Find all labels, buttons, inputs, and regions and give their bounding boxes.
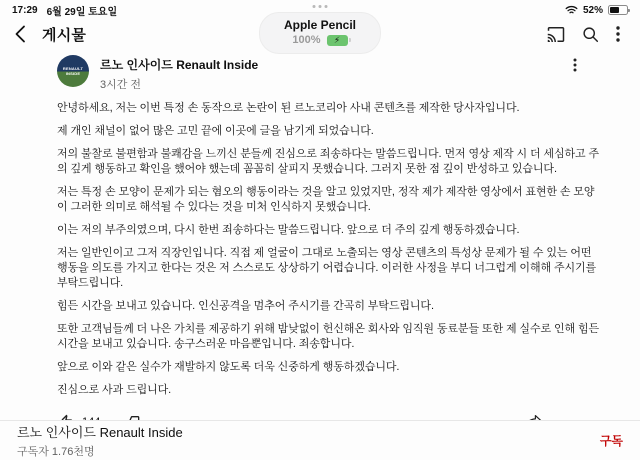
- post-header: [57, 55, 603, 92]
- cast-icon[interactable]: [547, 27, 565, 42]
- subscriber-count: 구독자 1.76천명: [17, 446, 95, 458]
- multitask-dots-icon: [313, 5, 328, 8]
- lightning-bolt-icon: ⚡: [333, 34, 341, 45]
- post-paragraph: 앞으로 이와 같은 실수가 재발하지 않도록 더욱 신중하게 행동하겠습니다.: [57, 361, 400, 373]
- community-post: [57, 55, 603, 432]
- post-paragraph: 저의 불찰로 불편함과 불쾌감을 느끼신 분들께 진심으로 죄송하다는 말씀드립니다. 먼저 영상 제작 시 더 세심하고 주의 깊게 행동하고 확인을 했어야 했는데 꼼꼼히 살피지 못했습니다. 그러지 못한 점 깊이 반성하고 있습니다.: [57, 148, 600, 175]
- apple-pencil-percent: 100%: [292, 34, 321, 46]
- channel-meta: [100, 55, 258, 92]
- back-button[interactable]: [14, 25, 27, 43]
- battery-percent-label: 52%: [582, 4, 603, 16]
- nav-icons: [547, 26, 620, 43]
- post-paragraph: 진심으로 사과 드립니다.: [57, 384, 172, 396]
- post-paragraph: 또한 고객님들께 더 나은 가치를 제공하기 위해 밤낮없이 헌신해온 회사와 임직원 동료분들 또한 제 실수로 인해 힘든 시간을 보내고 있습니다. 송구스러운 마음뿐입니다. 죄송합니다.: [57, 323, 600, 350]
- wifi-icon: [565, 5, 578, 15]
- page-title: 게시물: [42, 26, 87, 44]
- apple-pencil-status: [284, 34, 356, 46]
- subscribe-button[interactable]: 구독: [599, 434, 623, 448]
- status-date: 6월 29일 토요일: [46, 6, 118, 18]
- post-timestamp: 3시간 전: [100, 79, 142, 91]
- status-right: [565, 5, 628, 16]
- status-left: [12, 3, 117, 18]
- clock: 17:29: [12, 4, 38, 16]
- more-menu-icon[interactable]: [616, 26, 620, 42]
- avatar-logo-text-bottom: INSIDE: [65, 71, 81, 76]
- battery-icon: [608, 5, 628, 15]
- post-paragraph: 저는 특정 손 모양이 문제가 되는 혐오의 행동이라는 것을 알고 있었지만, 정작 제가 제작한 영상에서 표현한 손 모양이 그러한 의미로 해석될 수 있다는 것을 미처 인식하지 못했습니다.: [57, 186, 595, 213]
- apple-pencil-title: Apple Pencil: [283, 18, 357, 32]
- charging-battery-icon: [327, 35, 348, 46]
- search-icon[interactable]: [582, 26, 599, 43]
- post-options-icon[interactable]: [573, 58, 577, 72]
- channel-avatar[interactable]: [57, 55, 89, 87]
- post-paragraph: 힘든 시간을 보내고 있습니다. 인신공격을 멈추어 주시기를 간곡히 부탁드립니다.: [57, 300, 434, 312]
- apple-pencil-banner[interactable]: [259, 12, 381, 54]
- channel-bar-name[interactable]: 르노 인사이드 Renault Inside: [17, 425, 183, 440]
- post-paragraph: 안녕하세요, 저는 이번 특정 손 동작으로 논란이 된 르노코리아 사내 콘텐츠를 제작한 당사자입니다.: [57, 102, 520, 114]
- channel-bar-meta: [17, 422, 183, 459]
- channel-name[interactable]: 르노 인사이드 Renault Inside: [100, 58, 259, 72]
- post-paragraph: 이는 저의 부주의였으며, 다시 한번 죄송하다는 말씀드립니다. 앞으로 더 주의 깊게 행동하겠습니다.: [57, 224, 520, 236]
- post-paragraph: 저는 일반인이고 그저 직장인입니다. 직접 제 얼굴이 그대로 노출되는 영상 콘텐츠의 특성상 문제가 될 수 있는 어떤 행동을 의도를 가지고 한다는 것은 저 스스로도 상상하기 어렵습니다. 이러한 사정을 부디 너그럽게 이해해 주시기를 부탁드립니다.: [57, 247, 597, 289]
- post-body: [57, 101, 603, 398]
- avatar-logo-text-top: RENAULT: [62, 66, 84, 71]
- post-paragraph: 제 개인 채널이 없어 많은 고민 끝에 이곳에 글을 남기게 되었습니다.: [57, 125, 374, 137]
- channel-bar[interactable]: [0, 421, 640, 460]
